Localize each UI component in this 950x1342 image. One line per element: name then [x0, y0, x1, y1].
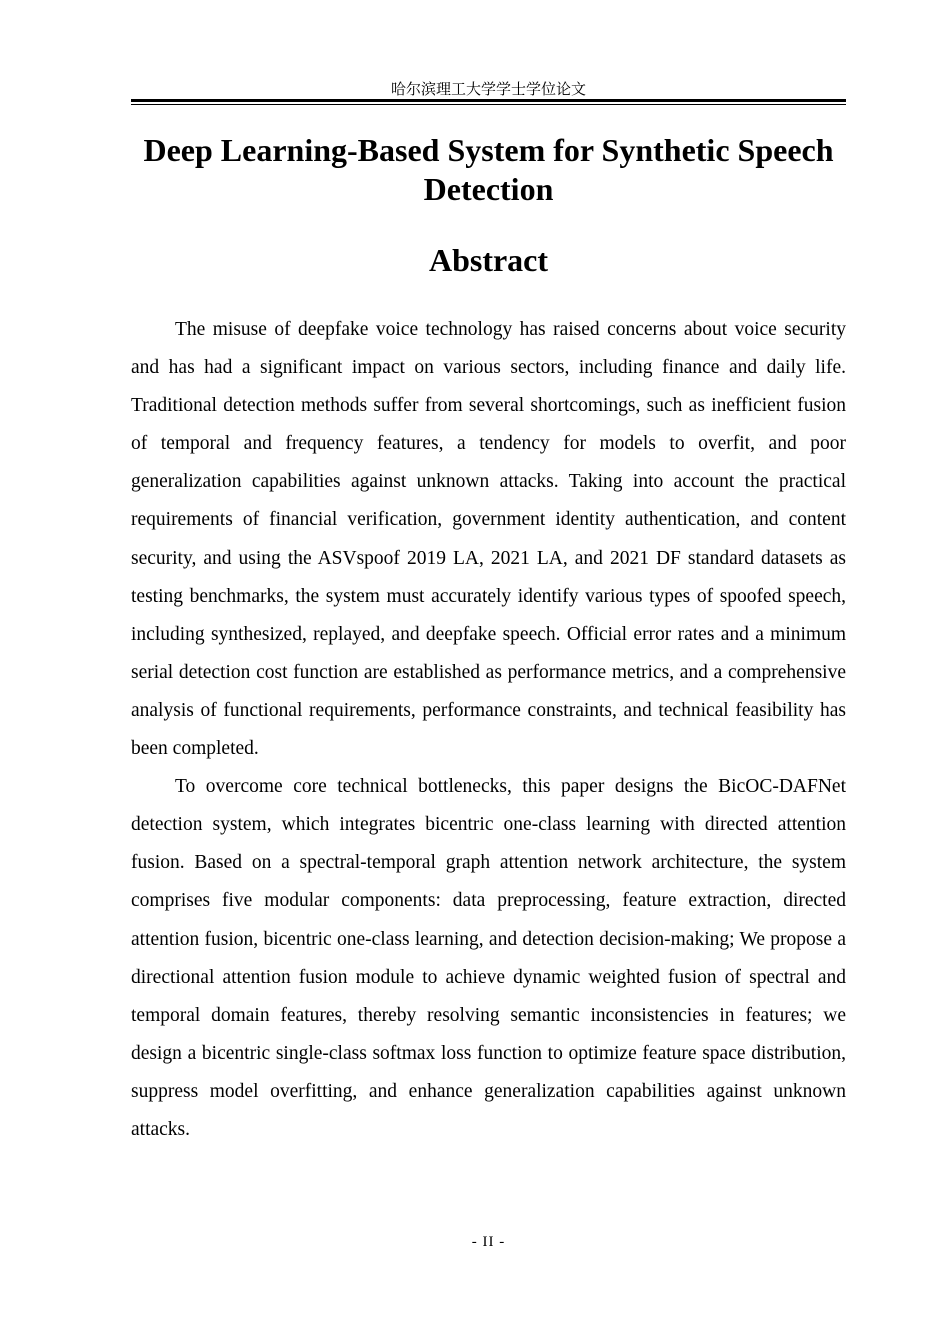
abstract-paragraph-1: The misuse of deepfake voice technology has raised concerns about voice security and has had a significant impact on various sectors, including finance and daily life. Traditional detection methods suffer from several shortcomings, such as inefficient fusion of temporal and frequency features, a tendency for models to overfit, and poor generalization capabilities against unknown attacks. Taking into account the practical requirements of financial verification, government identity authentication, and content security, and using the ASVspoof 2019 LA, 2021 LA, and 2021 DF standard datasets as testing benchmarks, the system must accurately identify various types of spoofed speech, including synthesized, replayed, and deepfake speech. Official error rates and a minimum serial detection cost function are established as performance metrics, and a comprehensive analysis of functional requirements, performance constraints, and technical feasibility has been completed. — [131, 319, 846, 760]
page-number: - II - — [471, 1234, 506, 1250]
abstract-body — [131, 311, 846, 1149]
header-rule-thick — [131, 99, 846, 102]
header-rule-thin — [131, 104, 846, 105]
abstract-heading: Abstract — [428, 242, 549, 278]
running-header: 哈尔滨理工大学学士学位论文 — [390, 80, 586, 98]
paper-title: Deep Learning-Based System for Synthetic Speech Detection — [143, 132, 834, 207]
abstract-paragraph-2: To overcome core technical bottlenecks, this paper designs the BicOC-DAFNet detection system, which integrates bicentric one-class learning with directed attention fusion. Based on a spectral-temporal graph attention network architecture, the system comprises five modular components: data preprocessing, feature extraction, directed attention fusion, bicentric one-class learning, and detection decision-making; We propose a directional attention fusion module to achieve dynamic weighted fusion of spectral and temporal domain features, thereby resolving semantic inconsistencies in features; we design a bicentric single-class softmax loss function to optimize feature space distribution, suppress model overfitting, and enhance generalization capabilities against unknown attacks. — [131, 776, 846, 1140]
